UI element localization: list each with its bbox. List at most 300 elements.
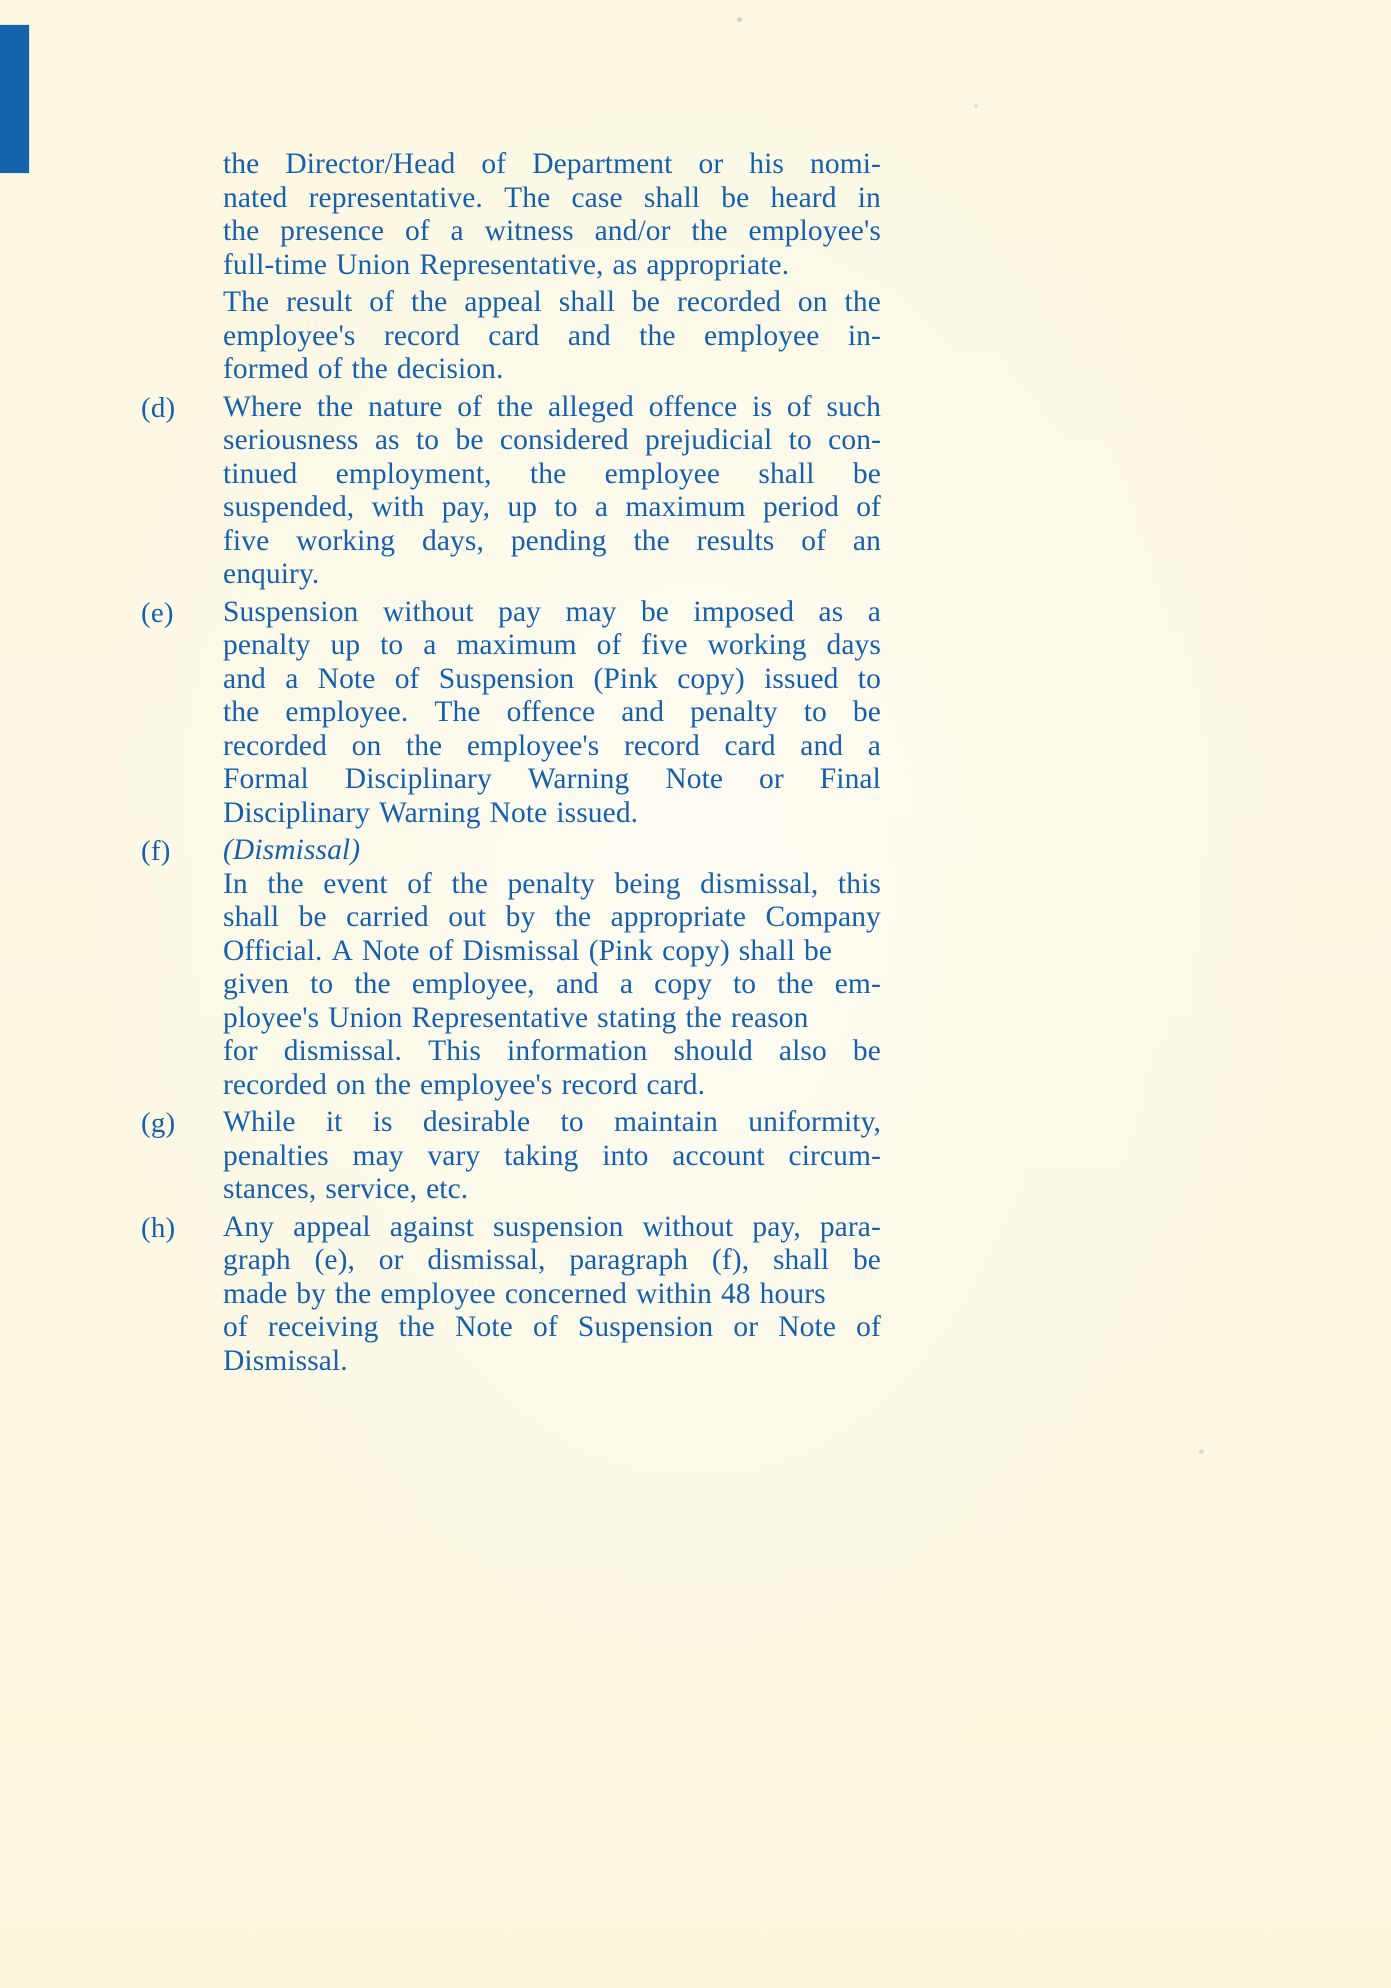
- word: the: [354, 968, 391, 1000]
- word: copy: [654, 968, 712, 1000]
- word: to: [803, 696, 827, 728]
- word: penalty: [690, 696, 778, 728]
- word: to: [788, 424, 812, 456]
- word: em-: [834, 968, 881, 1000]
- word: uniformity,: [748, 1106, 881, 1138]
- word: the: [529, 457, 567, 490]
- word: dismissal,: [427, 1244, 546, 1276]
- word: with: [371, 491, 425, 523]
- word: the: [844, 286, 881, 318]
- word: by: [505, 901, 536, 933]
- word: within: [635, 1277, 712, 1310]
- word: (Pink: [588, 934, 654, 967]
- word: and: [567, 319, 611, 352]
- word: shall: [223, 901, 280, 933]
- word: of: [801, 524, 827, 557]
- word: penalty: [507, 867, 595, 900]
- word: paragraph: [569, 1244, 689, 1276]
- word: or: [698, 148, 724, 180]
- word: and: [621, 696, 665, 728]
- word: carried: [346, 901, 429, 933]
- text-line: [223, 1140, 881, 1174]
- text-line: [223, 1002, 881, 1036]
- word: dismissal,: [700, 867, 819, 900]
- text-line: [223, 1244, 881, 1278]
- word: days,: [422, 524, 484, 557]
- word: employee: [703, 319, 820, 352]
- word: pay,: [441, 491, 491, 523]
- word: by: [296, 1277, 326, 1310]
- word: employee.: [285, 696, 409, 728]
- text-line: [223, 320, 881, 354]
- word: the: [398, 1311, 435, 1343]
- word: heard: [770, 181, 837, 214]
- word: suspension: [493, 1210, 624, 1243]
- clause-text: [223, 834, 881, 1102]
- word: shall: [758, 457, 815, 490]
- text-line: [223, 491, 881, 525]
- word: working: [296, 524, 396, 557]
- word: against: [389, 1210, 474, 1243]
- clause-text: [223, 286, 881, 387]
- clause-g: [141, 1106, 881, 1207]
- text-line: [223, 525, 881, 559]
- document-body: [141, 148, 881, 1382]
- word: record: [383, 319, 460, 352]
- word: representative.: [308, 181, 483, 214]
- word: nature: [368, 390, 443, 423]
- word: Union: [336, 248, 411, 281]
- text-line: [223, 730, 881, 764]
- word: be: [852, 457, 881, 490]
- word: or: [378, 1244, 404, 1276]
- word: receiving: [267, 1311, 379, 1343]
- text-line: [223, 286, 881, 320]
- text-line: [223, 391, 881, 425]
- text-line: [223, 1211, 881, 1245]
- text-line: [223, 1311, 881, 1345]
- word: as: [374, 424, 400, 456]
- word: copy): [662, 934, 730, 967]
- clause-text: [223, 391, 881, 592]
- text-line: [223, 1278, 881, 1312]
- word: may: [352, 1139, 404, 1172]
- word: card: [488, 319, 540, 352]
- word: be: [631, 286, 660, 318]
- word: shall: [772, 1244, 830, 1276]
- word: concerned: [504, 1277, 627, 1310]
- text-line: [223, 763, 881, 797]
- clause-marker-empty: [141, 286, 223, 287]
- word: stances,: [223, 1173, 317, 1205]
- word: and: [223, 662, 266, 695]
- word: a: [450, 215, 464, 247]
- word: event: [323, 867, 388, 900]
- clause-marker-empty: [141, 148, 223, 149]
- scan-speck: [737, 17, 742, 22]
- word: Note: [361, 934, 420, 967]
- text-line: [223, 629, 881, 663]
- text-line: [223, 901, 881, 935]
- word: maintain: [613, 1106, 718, 1138]
- word: Dismissal.: [223, 1344, 348, 1377]
- word: dismissal.: [283, 1035, 402, 1067]
- word: service,: [325, 1173, 418, 1205]
- word: be: [640, 595, 669, 628]
- word: Suspension: [438, 662, 575, 695]
- word: ployee's: [223, 1001, 320, 1034]
- word: the: [316, 390, 354, 423]
- word: and/or: [594, 215, 671, 247]
- word: out: [448, 901, 487, 933]
- word: a: [619, 968, 634, 1000]
- word: Suspension: [223, 595, 359, 628]
- scan-speck: [974, 104, 978, 108]
- word: recorded: [223, 1068, 327, 1101]
- word: employment,: [335, 457, 492, 490]
- clause-marker: (d): [141, 391, 176, 424]
- word: Note: [317, 662, 376, 695]
- word: tinued: [223, 457, 298, 490]
- word: the: [267, 867, 304, 900]
- scan-speck: [1199, 1449, 1204, 1454]
- word: copy): [677, 662, 745, 695]
- text-line: [223, 663, 881, 697]
- word: Where: [223, 390, 303, 423]
- word: Any: [223, 1210, 275, 1243]
- left-edge-index-tab: [0, 25, 29, 173]
- word: issued: [764, 662, 839, 695]
- word: of: [317, 353, 343, 385]
- word: graph: [223, 1244, 291, 1276]
- word: Union: [328, 1001, 403, 1034]
- word: Note: [665, 763, 724, 795]
- word: to: [733, 968, 757, 1000]
- word: and: [555, 968, 599, 1000]
- word: in-: [847, 319, 881, 352]
- word: nomi-: [810, 148, 881, 180]
- word: case: [571, 181, 623, 214]
- word: of: [786, 390, 812, 423]
- word: the: [405, 729, 443, 762]
- word: without: [382, 595, 474, 628]
- text-line: [223, 1173, 881, 1207]
- word: of: [428, 934, 454, 967]
- word: formed: [223, 353, 309, 385]
- word: A: [331, 934, 353, 967]
- text-line: [223, 935, 881, 969]
- text-line: [223, 968, 881, 1002]
- clause-h: [141, 1211, 881, 1379]
- word: a: [423, 629, 437, 661]
- word: be: [852, 696, 881, 728]
- word: be: [852, 1244, 881, 1276]
- word: Formal: [223, 763, 309, 795]
- word: Representative: [411, 1001, 589, 1034]
- word: (e),: [314, 1244, 355, 1276]
- paragraph: [141, 148, 881, 282]
- word: considered: [499, 424, 629, 456]
- word: offence: [506, 696, 596, 728]
- word: shall: [558, 286, 615, 318]
- word: Disciplinary: [223, 796, 371, 829]
- word: Company: [765, 901, 881, 933]
- word: up: [330, 629, 361, 661]
- word: the: [777, 968, 814, 1000]
- word: to: [380, 629, 404, 661]
- word: full-time: [223, 248, 328, 281]
- word: into: [602, 1139, 649, 1172]
- word: of: [457, 390, 483, 423]
- word: the: [410, 286, 448, 318]
- word: or: [733, 1311, 759, 1343]
- word: reason: [730, 1001, 809, 1034]
- word: or: [759, 763, 784, 795]
- word: stating: [597, 1001, 677, 1034]
- word: of: [481, 148, 507, 180]
- word: the: [335, 1277, 372, 1310]
- word: as: [612, 248, 638, 281]
- word: recorded: [223, 729, 327, 762]
- word: appropriate: [610, 901, 747, 933]
- text-line: [223, 797, 881, 831]
- word: 48: [720, 1277, 751, 1310]
- word: Note: [489, 796, 548, 829]
- word: the: [554, 901, 592, 933]
- word: five: [223, 524, 270, 557]
- word: given: [223, 968, 290, 1000]
- word: on: [335, 1068, 366, 1101]
- word: to: [857, 662, 881, 695]
- word: offence: [648, 390, 738, 423]
- word: the: [639, 319, 676, 352]
- word: the: [633, 524, 670, 557]
- word: alleged: [548, 390, 634, 423]
- word: etc.: [426, 1173, 469, 1205]
- word: to: [560, 1106, 584, 1138]
- word: result: [286, 286, 353, 318]
- word: of: [404, 215, 430, 247]
- word: maximum: [456, 629, 577, 661]
- word: to: [310, 968, 334, 1000]
- word: being: [614, 867, 681, 900]
- word: the: [374, 1068, 412, 1101]
- word: is: [372, 1106, 393, 1138]
- word: While: [223, 1106, 296, 1138]
- word: may: [565, 595, 617, 628]
- clause-heading-text: (Dismissal): [223, 834, 361, 866]
- word: a: [867, 729, 881, 762]
- word: of: [856, 491, 881, 523]
- word: vary: [427, 1139, 481, 1172]
- text-line: [223, 249, 881, 283]
- word: information: [507, 1035, 648, 1067]
- word: the: [451, 867, 488, 900]
- word: period: [762, 491, 839, 523]
- word: on: [797, 286, 828, 318]
- clause-heading: [223, 834, 881, 868]
- word: The: [434, 696, 481, 728]
- text-line: [223, 868, 881, 902]
- word: recorded: [676, 286, 781, 318]
- word: employee's: [223, 319, 356, 352]
- word: appropriate.: [646, 248, 790, 281]
- clause-text: [223, 1211, 881, 1379]
- word: issued.: [556, 796, 639, 829]
- text-line: [223, 1106, 881, 1140]
- text-line: [223, 353, 881, 387]
- word: in: [857, 181, 881, 214]
- word: also: [778, 1035, 827, 1067]
- word: pending: [510, 524, 607, 557]
- word: penalty: [223, 629, 311, 661]
- word: appeal: [464, 286, 542, 318]
- word: working: [707, 629, 807, 661]
- text-line: [223, 1345, 881, 1379]
- word: Suspension: [577, 1311, 714, 1343]
- word: such: [826, 390, 881, 423]
- word: the: [223, 215, 260, 247]
- word: taking: [504, 1139, 579, 1172]
- word: Official.: [223, 934, 323, 967]
- word: on: [351, 729, 382, 762]
- text-line: [223, 458, 881, 492]
- word: pay: [498, 595, 542, 628]
- word: an: [852, 524, 881, 557]
- word: employee's: [748, 215, 881, 247]
- word: card.: [646, 1068, 706, 1101]
- word: should: [673, 1035, 753, 1067]
- word: be: [455, 424, 484, 456]
- clause-marker: (h): [141, 1211, 176, 1244]
- text-line: [223, 182, 881, 216]
- word: In: [223, 867, 248, 900]
- word: Warning: [527, 763, 630, 795]
- word: appeal: [293, 1210, 371, 1243]
- word: without: [642, 1210, 734, 1243]
- word: the: [351, 353, 388, 385]
- word: maximum: [625, 491, 746, 523]
- word: be: [852, 1035, 881, 1067]
- clause-d: [141, 391, 881, 592]
- word: Warning: [379, 796, 481, 829]
- word: circum-: [788, 1139, 881, 1172]
- word: employee: [380, 1277, 496, 1310]
- word: con-: [828, 424, 881, 456]
- word: presence: [280, 215, 385, 247]
- word: seriousness: [223, 424, 359, 456]
- word: suspended,: [223, 491, 355, 523]
- word: and: [800, 729, 844, 762]
- word: Representative,: [419, 248, 604, 281]
- word: for: [223, 1035, 258, 1067]
- word: to: [415, 424, 440, 456]
- text-line: [223, 1069, 881, 1103]
- word: decision.: [396, 353, 504, 385]
- word: record: [623, 729, 700, 762]
- word: be: [298, 901, 327, 933]
- word: up: [507, 491, 538, 523]
- word: (f),: [711, 1244, 750, 1276]
- text-line: [223, 596, 881, 630]
- word: prejudicial: [645, 424, 773, 456]
- word: a: [285, 662, 299, 695]
- word: a: [594, 491, 609, 523]
- word: the: [223, 148, 260, 180]
- word: the: [496, 390, 534, 423]
- word: five: [641, 629, 688, 661]
- clause-marker: (f): [141, 835, 171, 867]
- word: made: [223, 1277, 288, 1310]
- text-line: [223, 424, 881, 458]
- word: This: [428, 1035, 481, 1067]
- word: Disciplinary: [344, 763, 492, 795]
- word: hours: [759, 1277, 826, 1310]
- text-line: [223, 148, 881, 182]
- word: a: [867, 595, 881, 628]
- word: employee's: [420, 1068, 553, 1101]
- word: card: [724, 729, 776, 762]
- clause-text: [223, 596, 881, 831]
- word: enquiry.: [223, 558, 320, 590]
- word: results: [696, 524, 775, 557]
- word: witness: [484, 215, 574, 247]
- word: record: [561, 1068, 638, 1101]
- word: employee,: [411, 968, 535, 1000]
- word: the: [223, 696, 260, 728]
- word: of: [394, 662, 420, 695]
- word: Director/Head: [285, 148, 456, 180]
- word: the: [691, 215, 728, 247]
- clause-marker: (g): [141, 1107, 176, 1139]
- word: shall: [738, 934, 796, 967]
- word: of: [532, 1311, 558, 1343]
- word: days: [826, 629, 881, 661]
- word: The: [504, 181, 551, 214]
- word: desirable: [422, 1106, 531, 1138]
- word: account: [672, 1139, 765, 1172]
- word: be: [804, 934, 833, 967]
- word: of: [856, 1311, 881, 1343]
- word: Note: [455, 1311, 513, 1343]
- word: it: [325, 1106, 343, 1138]
- clause-f: [141, 834, 881, 1102]
- text-line: [223, 215, 881, 249]
- word: Department: [532, 148, 673, 180]
- word: nated: [223, 181, 288, 214]
- clause-e: [141, 596, 881, 831]
- word: para-: [819, 1210, 881, 1243]
- word: as: [818, 595, 844, 628]
- word: pay,: [752, 1210, 801, 1243]
- word: the: [685, 1001, 722, 1034]
- word: employee: [604, 457, 721, 490]
- clause-text: [223, 148, 881, 282]
- word: to: [554, 491, 578, 523]
- word: of: [223, 1311, 248, 1343]
- word: is: [752, 390, 773, 423]
- word: of: [407, 867, 432, 900]
- word: Note: [778, 1311, 837, 1343]
- clause-marker: (e): [141, 596, 174, 629]
- word: shall: [643, 181, 701, 214]
- word: Dismissal: [462, 934, 580, 967]
- paragraph: [141, 286, 881, 387]
- word: employee's: [466, 729, 600, 762]
- word: his: [749, 148, 784, 180]
- word: be: [721, 181, 750, 214]
- word: penalties: [223, 1139, 329, 1172]
